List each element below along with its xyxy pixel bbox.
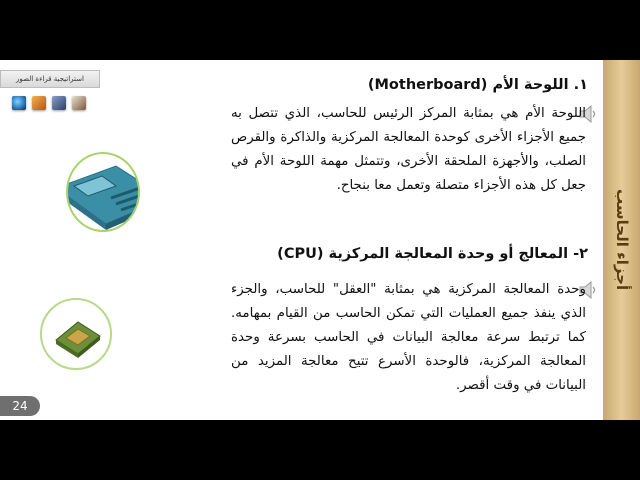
globe-icon[interactable] (12, 96, 26, 110)
section1-heading: ١. اللوحة الأم (Motherboard) (367, 77, 588, 93)
book-icon[interactable] (32, 96, 46, 110)
cpu-chip-image (40, 298, 112, 370)
thumbnail-toolbar (12, 96, 86, 110)
picture-icon[interactable] (72, 96, 86, 110)
section2-body: وحدة المعالجة المركزية هي بمثابة "العقل" للحاسب، والجزء الذي ينفذ جميع العمليات التي تمكن الحاسب من القيام بمهامه. كما ترتبط سرعة معالجة البيانات في الحاسب بسرعة وحدة المعالجة المركزية، فالوحدة الأسرع تتيح معالجة المزيد من البيانات في وقت أقصر. (231, 282, 586, 393)
strategy-banner[interactable]: استراتيجية قراءة الصور (0, 70, 100, 88)
slide (0, 60, 640, 420)
photo-icon[interactable] (52, 96, 66, 110)
section1-body: اللوحة الأم هي بمثابة المركز الرئيس للحاسب، الذي تتصل به جميع الأجزاء الأخرى كوحدة المعالجة المركزية والذاكرة والقرص الصلب، والأجهزة الملحقة الأخرى، وتتمثل مهمة اللوحة الأم في جعل كل هذه الأجزاء متصلة وتعمل معا بنجاح. (231, 106, 586, 193)
section2-heading: ٢- المعالج أو وحدة المعالجة المركزية (CPU) (277, 246, 588, 262)
side-title: أجزاء الحاسب (613, 189, 631, 291)
page-number: 24 (0, 396, 40, 416)
motherboard-image (66, 152, 140, 232)
